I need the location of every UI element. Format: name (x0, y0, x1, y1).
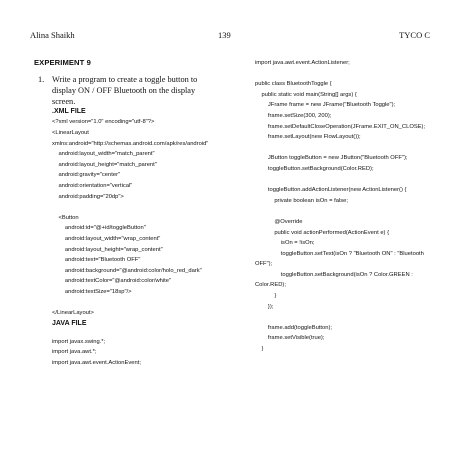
java-file-heading: JAVA FILE (52, 319, 87, 327)
code-line: JFrame frame = new JFrame("Bluetooth Toggle"); (255, 102, 396, 109)
code-line: android:background="@android:color/holo_red_dark" (52, 267, 202, 274)
code-line: public static void main(String[] args) { (255, 91, 357, 98)
code-line (52, 202, 235, 213)
code-line: <LinearLayout (52, 129, 89, 136)
header-page-number: 139 (218, 30, 231, 40)
code-line: import java.awt.event.ActionEvent; (52, 359, 141, 366)
code-line: xmlns:android="http://schemas.android.com/apk/res/android" (52, 140, 209, 147)
code-line: isOn = !isOn; (255, 240, 315, 247)
code-line (255, 206, 445, 217)
code-line: frame.setVisible(true); (255, 335, 325, 342)
java-code-block-right (255, 58, 445, 355)
code-line: frame.add(toggleButton); (255, 324, 333, 331)
code-line: android:layout_height="match_parent" (52, 161, 157, 168)
code-line: android:id="@+id/toggleButton" (52, 225, 146, 232)
code-line: frame.setDefaultCloseOperation(JFrame.EXIT_ON_CLOSE); (255, 123, 426, 130)
xml-file-heading: .XML FILE (52, 108, 86, 116)
code-line: toggleButton.addActionListener(new ActionListener() { (255, 187, 407, 194)
code-line: android:text="Bluetooth OFF" (52, 257, 141, 264)
code-line: } (255, 293, 277, 300)
code-line: android:textSize="18sp"/> (52, 288, 132, 295)
header-author: Alina Shaikh (30, 30, 75, 40)
code-line: public class BluetoothToggle { (255, 81, 332, 88)
right-column (255, 58, 445, 355)
code-line (255, 143, 445, 154)
code-line: import java.awt.*; (52, 349, 97, 356)
code-line: import java.awt.event.ActionListener; (255, 60, 350, 66)
code-line: }); (255, 303, 274, 310)
code-line: private boolean isOn = false; (255, 197, 348, 204)
code-line (52, 297, 235, 308)
code-line: public void actionPerformed(ActionEvent e) { (255, 229, 390, 236)
code-line: Color.RED); (255, 282, 286, 289)
code-line: android:layout_width="wrap_content" (52, 235, 161, 242)
experiment-title: EXPERIMENT 9 (34, 58, 91, 67)
code-line (255, 175, 445, 186)
xml-code-block (52, 117, 235, 318)
code-line: import javax.swing.*; (52, 338, 106, 345)
code-line: android:padding="20dp"> (52, 193, 124, 200)
code-line: toggleButton.setBackground(isOn ? Color.GREEN : (255, 271, 413, 278)
code-line: android:layout_width="match_parent" (52, 151, 155, 158)
code-line (255, 312, 445, 323)
java-code-block-left (52, 337, 235, 369)
code-line: JButton toggleButton = new JButton("Bluetooth OFF"); (255, 155, 408, 162)
code-line (255, 69, 445, 80)
code-line: android:gravity="center" (52, 172, 121, 179)
code-line: <Button (52, 214, 79, 221)
question-text: Write a program to create a toggle button to display ON / OFF Bluetooth on the display screen. (52, 75, 198, 106)
code-line: frame.setSize(300, 200); (255, 112, 332, 119)
question (38, 75, 235, 107)
code-line: toggleButton.setBackground(Color.RED); (255, 165, 374, 172)
code-line: toggleButton.setText(isOn ? "Bluetooth ON" : "Bluetooth (255, 250, 424, 257)
code-line: <?xml version="1.0" encoding="utf-8"?> (52, 119, 155, 126)
code-line: android:orientation="vertical" (52, 182, 133, 189)
code-line: } (255, 346, 264, 353)
question-number: 1. (38, 75, 45, 84)
code-line: </LinearLayout> (52, 310, 94, 317)
code-line: android:textColor="@android:color/white" (52, 278, 172, 285)
code-line: @Override (255, 218, 303, 225)
left-column (30, 58, 235, 368)
header-course: TYCO C (399, 30, 430, 40)
code-line: android:layout_height="wrap_content" (52, 246, 163, 253)
code-line: OFF"); (255, 261, 273, 268)
code-line: frame.setLayout(new FlowLayout()); (255, 134, 361, 141)
